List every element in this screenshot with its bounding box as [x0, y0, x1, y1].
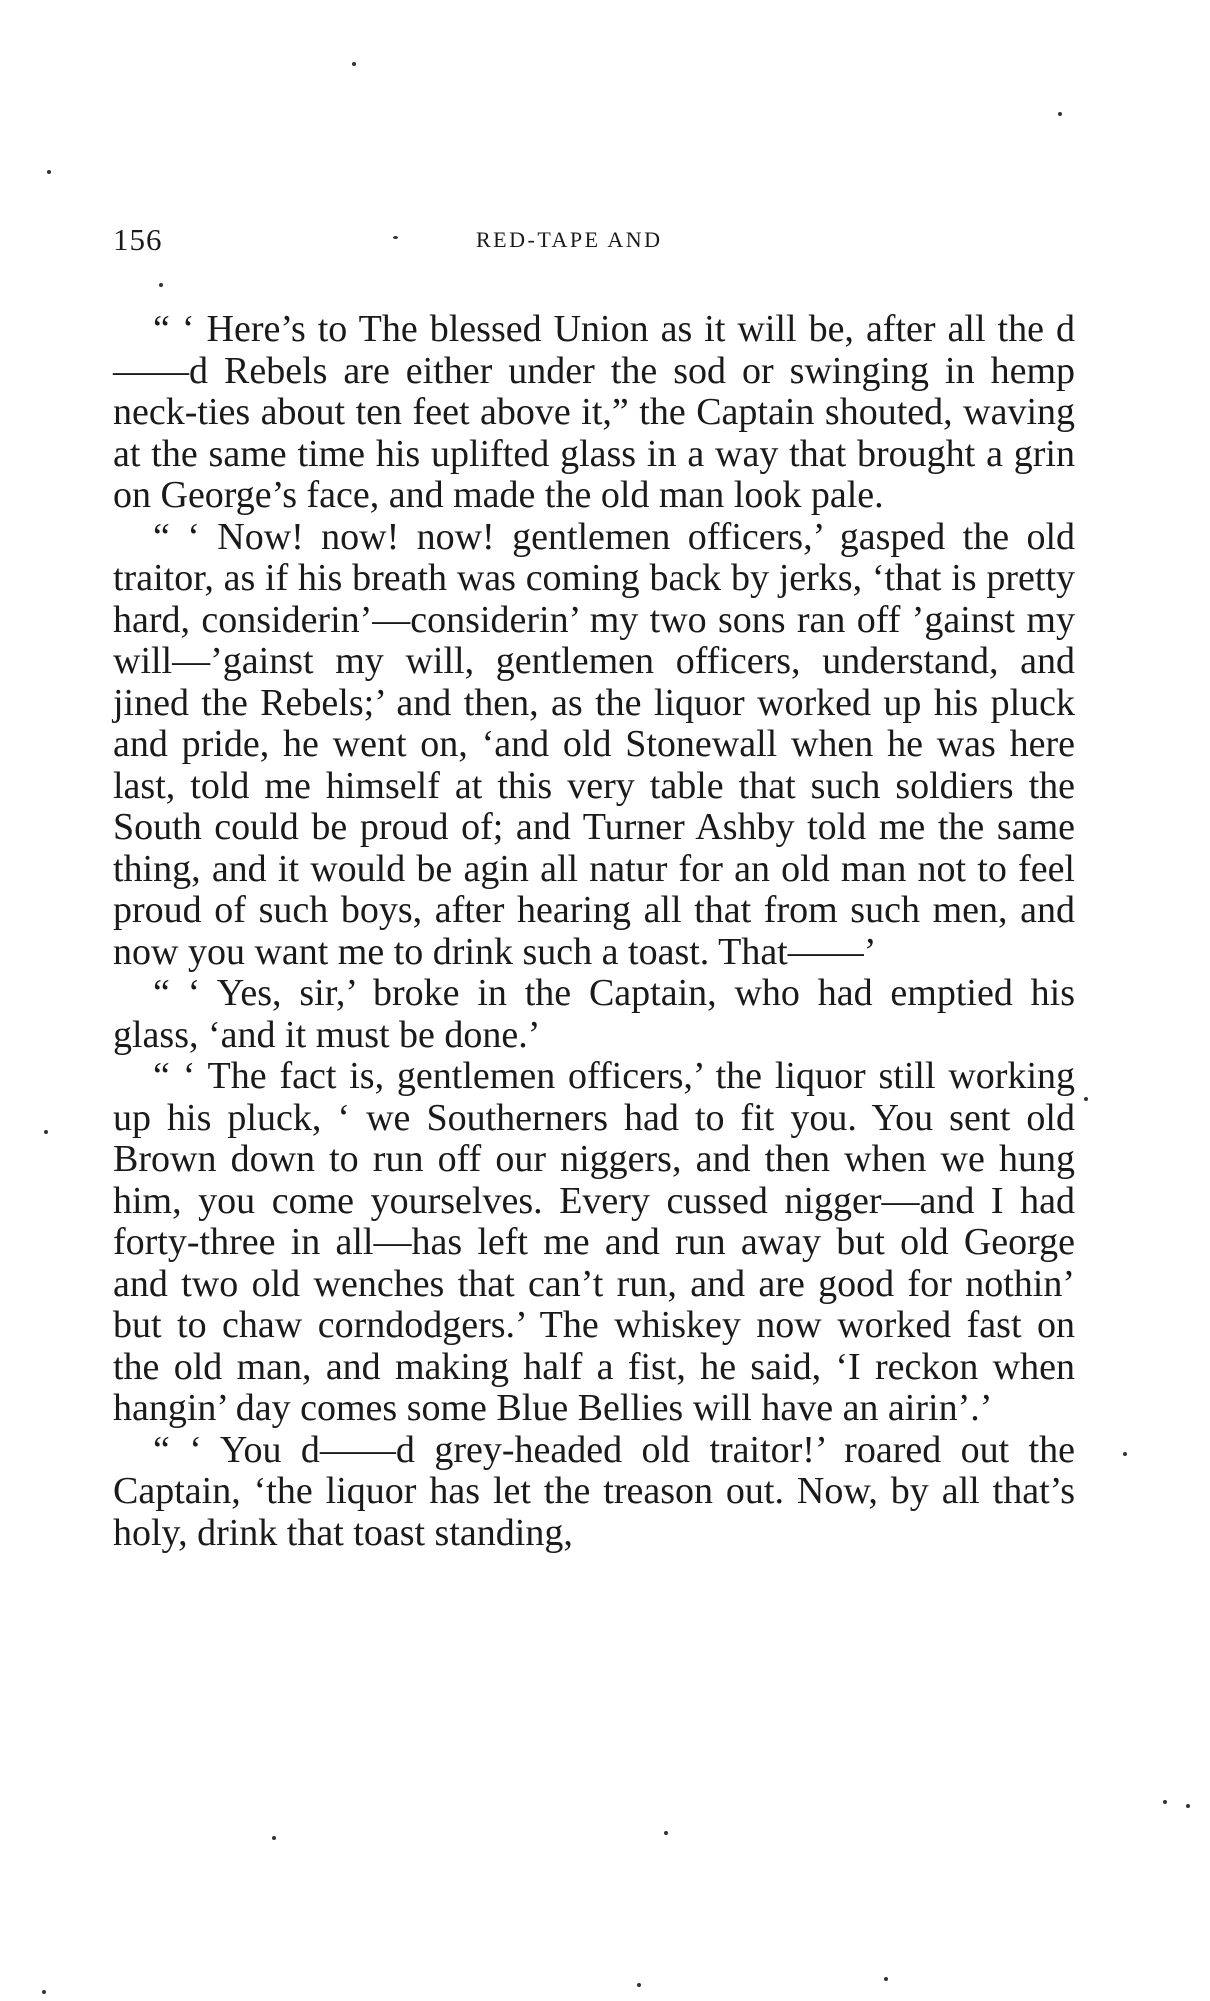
paragraph: “ ‘ Here’s to The blessed Union as it will be, after all the d——d Rebels are either under the sod or swinging in hemp neck-ties about ten feet above it,” the Captain shouted, waving at the same time his uplifted glass in a way that brought a grin on George’s face, and made the old man look pale.	[113, 308, 1075, 516]
paragraph: “ ‘ Now! now! now! gentlemen officers,’ gasped the old traitor, as if his breath was coming back by jerks, ‘that is pretty hard, considerin’—considerin’ my two sons ran off ’gainst my will—’gainst my will, gentlemen officers, understand, and jined the Rebels;’ and then, as the liquor worked up his pluck and pride, he went on, ‘and old Stonewall when he was here last, told me himself at this very table that such soldiers the South could be proud of; and Turner Ashby told me the same thing, and it would be agin all natur for an old man not to feel proud of such boys, after hearing all that from such men, and now you want me to drink such a toast. That——’	[113, 515, 1075, 973]
scan-speck	[1163, 1800, 1167, 1804]
running-head: RED-TAPE AND	[476, 227, 663, 252]
scan-speck	[884, 1977, 888, 1981]
scan-speck	[664, 1831, 668, 1835]
body-text	[113, 309, 1075, 1554]
scan-speck	[1186, 1804, 1190, 1808]
scan-speck	[1084, 1097, 1088, 1101]
scan-speck	[272, 1836, 276, 1840]
paragraph: “ ‘ You d——d grey-headed old traitor!’ roared out the Captain, ‘the liquor has let the treason out. Now, by all that’s holy, drink that toast standing,	[113, 1428, 1075, 1554]
page-number: 156	[113, 222, 163, 257]
scan-speck	[1058, 112, 1062, 116]
page-header	[113, 222, 1075, 262]
paragraph: “ ‘ Yes, sir,’ broke in the Captain, who had emptied his glass, ‘and it must be done.’	[113, 972, 1075, 1056]
scan-speck	[44, 1130, 48, 1134]
paragraph: “ ‘ The fact is, gentlemen officers,’ the liquor still working up his pluck, ‘ we Southerners had to fit you. You sent old Brown down to run off our niggers, and then when we hung him, you come yourselves. Every cussed nigger—and I had forty-three in all—has left me and run away but old George and two old wenches that can’t run, and are good for nothin’ but to chaw corndodgers.’ The whiskey now worked fast on the old man, and making half a fist, he said, ‘I reckon when hangin’ day comes some Blue Bellies will have an airin’.’	[113, 1055, 1075, 1429]
scan-speck	[42, 1990, 46, 1994]
scan-speck	[352, 62, 356, 66]
scan-speck	[637, 1983, 641, 1987]
scan-speck	[47, 170, 51, 174]
scan-speck	[393, 236, 398, 239]
scan-speck	[159, 283, 163, 287]
scan-speck	[1123, 1452, 1127, 1456]
